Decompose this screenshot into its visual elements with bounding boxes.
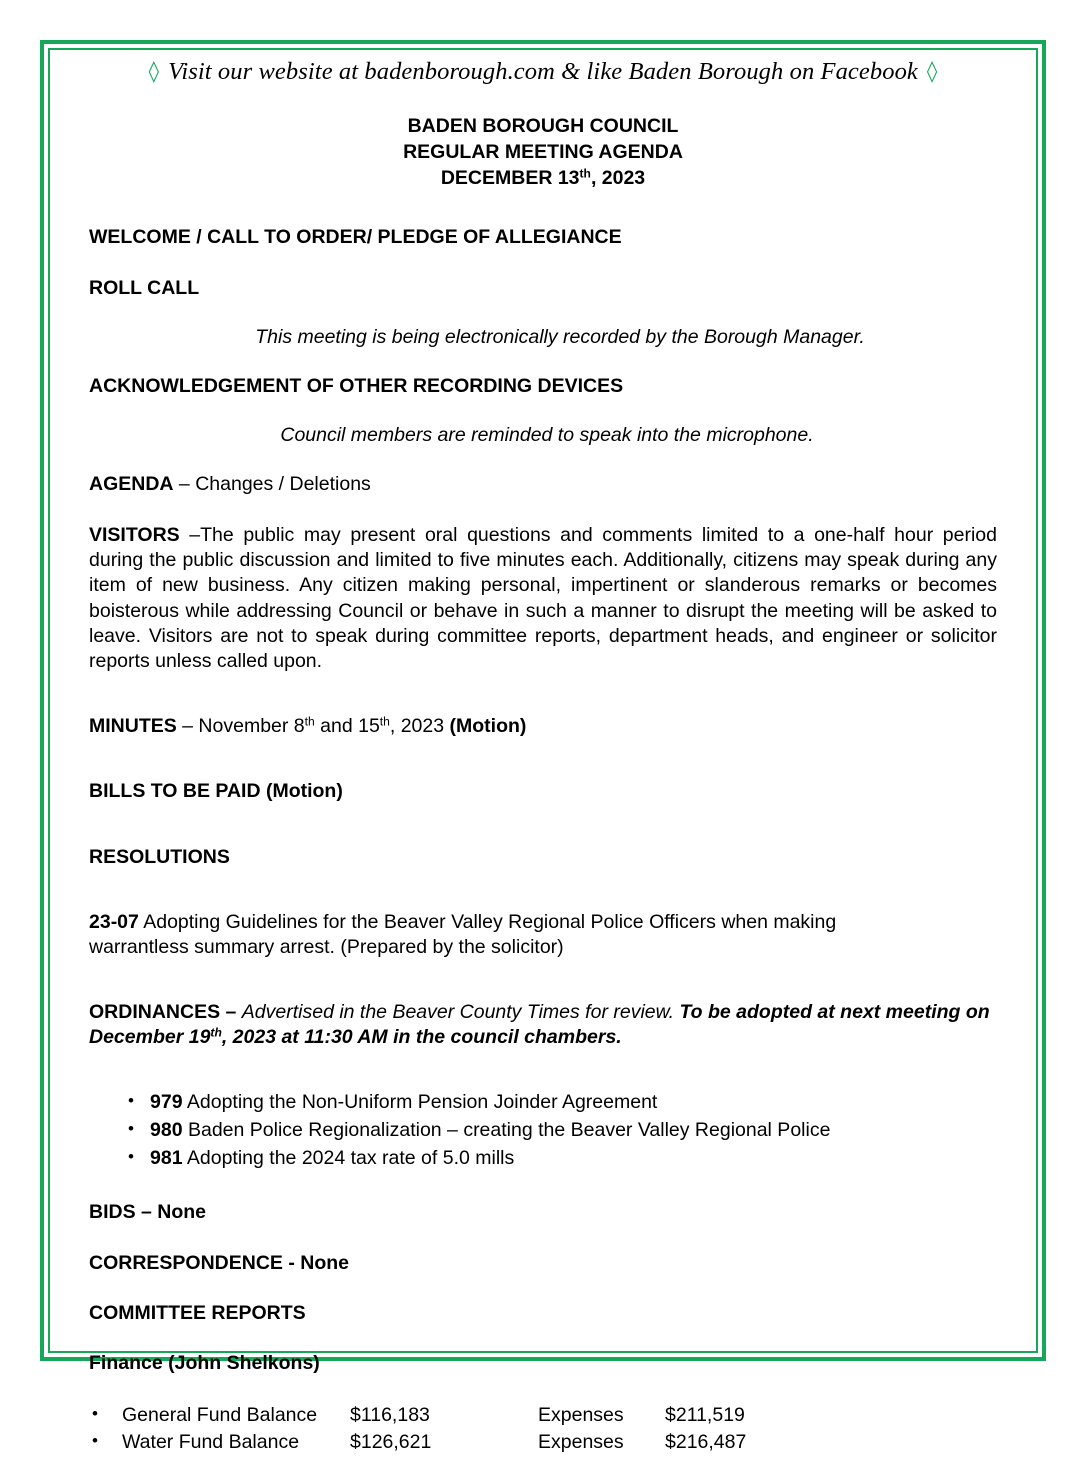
section-visitors <box>89 523 997 675</box>
expenses-label: Expenses <box>538 1431 624 1454</box>
visitors-body: –The public may present oral questions and comments limited to a one-half hour period during the public discussion and limited to five minutes each. Additionally, citizens may speak during any item of new business. Any citizen making personal, impertinent or slanderous remarks or becomes boisterous while addressing Council or behave in such a manner to disrupt the meeting will be asked to leave. Visitors are not to speak during committee reports, department heads, and engineer or solicitor reports unless called upon. <box>89 523 997 673</box>
fund-balance-amount: $116,183 <box>350 1403 430 1426</box>
date-prefix: DECEMBER 13 <box>440 166 580 189</box>
minutes-motion-tag: (Motion) <box>449 714 527 737</box>
minutes-ordinal-1: th <box>304 714 315 729</box>
expenses-amount: $211,519 <box>665 1403 745 1426</box>
minutes-date-2: and 15 <box>314 714 380 737</box>
finance-list <box>89 1402 997 1457</box>
ordinances-adoption-note-2: , 2023 at 11:30 AM in the council chambers. <box>221 1025 622 1048</box>
section-minutes <box>89 714 997 739</box>
note-electronic-recording: This meeting is being electronically recorded by the Borough Manager. <box>255 326 865 349</box>
lozenge-icon-right: ◊ <box>926 59 938 83</box>
ordinance-number: 981 <box>150 1146 183 1169</box>
section-agenda <box>89 472 997 497</box>
section-resolutions-heading: RESOLUTIONS <box>89 845 230 868</box>
document-content <box>89 58 997 1457</box>
list-item <box>150 1117 997 1145</box>
section-roll-call: ROLL CALL <box>89 276 200 299</box>
spacer <box>89 700 997 714</box>
ordinance-number: 979 <box>150 1091 183 1114</box>
visitors-label: VISITORS <box>89 523 180 546</box>
table-row <box>122 1402 997 1430</box>
fund-balance-amount: $126,621 <box>350 1431 432 1454</box>
section-welcome: WELCOME / CALL TO ORDER/ PLEDGE OF ALLEGIANCE <box>89 226 622 249</box>
section-bills-to-be-paid: BILLS TO BE PAID (Motion) <box>89 780 343 803</box>
title-line-date <box>89 166 997 192</box>
ordinance-text: Baden Police Regionalization – creating the Beaver Valley Regional Police <box>182 1118 831 1141</box>
ordinances-adoption-note-1: To be adopted at next meeting on December 19 <box>89 1000 990 1048</box>
minutes-label: MINUTES <box>89 714 177 737</box>
title-line-council: BADEN BOROUGH COUNCIL <box>407 115 679 138</box>
section-correspondence: CORRESPONDENCE - None <box>89 1251 350 1274</box>
ordinance-number: 980 <box>150 1118 183 1141</box>
ordinance-list <box>89 1089 997 1172</box>
resolution-23-07 <box>89 910 997 961</box>
resolution-body-lastline: warrantless summary arrest. (Prepared by the solicitor) <box>89 936 564 959</box>
website-banner <box>89 58 997 86</box>
date-ordinal-suffix: th <box>579 166 591 181</box>
section-acknowledgement: ACKNOWLEDGEMENT OF OTHER RECORDING DEVICES <box>89 375 624 398</box>
minutes-year: , 2023 <box>389 714 450 737</box>
ordinance-text: Adopting the Non-Uniform Pension Joinder Agreement <box>182 1091 658 1114</box>
ordinances-label: ORDINANCES – <box>89 1000 242 1023</box>
section-bids: BIDS – None <box>89 1201 207 1224</box>
expenses-label: Expenses <box>538 1403 624 1426</box>
ordinance-text: Adopting the 2024 tax rate of 5.0 mills <box>182 1146 515 1169</box>
section-committee-reports: COMMITTEE REPORTS <box>89 1301 306 1324</box>
website-banner-text: Visit our website at badenborough.com & like Baden Borough on Facebook <box>168 58 918 85</box>
fund-label: General Fund Balance <box>122 1403 318 1426</box>
section-ordinances <box>89 1000 997 1051</box>
note-microphone: Council members are reminded to speak into the microphone. <box>280 424 814 447</box>
date-year: , 2023 <box>590 166 646 189</box>
ordinances-ordinal-suffix: th <box>210 1025 222 1040</box>
agenda-detail: – Changes / Deletions <box>173 473 371 496</box>
resolution-number: 23-07 <box>89 910 139 933</box>
resolution-body: Adopting Guidelines for the Beaver Valley Regional Police Officers when making <box>138 910 837 933</box>
agenda-label: AGENDA <box>89 473 174 496</box>
title-line-agenda: REGULAR MEETING AGENDA <box>403 140 683 163</box>
document-title <box>89 114 997 191</box>
list-item <box>150 1145 997 1173</box>
expenses-amount: $216,487 <box>665 1431 747 1454</box>
lozenge-icon-left: ◊ <box>148 59 160 83</box>
subsection-finance-heading: Finance (John Shelkons) <box>89 1352 320 1375</box>
spacer <box>89 1075 997 1089</box>
table-row <box>122 1429 997 1457</box>
minutes-ordinal-2: th <box>379 714 390 729</box>
spacer <box>89 986 997 1000</box>
minutes-date-1: – November 8 <box>176 714 305 737</box>
fund-label: Water Fund Balance <box>122 1431 300 1454</box>
ordinances-advertised-note: Advertised in the Beaver County Times for review. <box>241 1000 680 1023</box>
list-item <box>150 1089 997 1117</box>
